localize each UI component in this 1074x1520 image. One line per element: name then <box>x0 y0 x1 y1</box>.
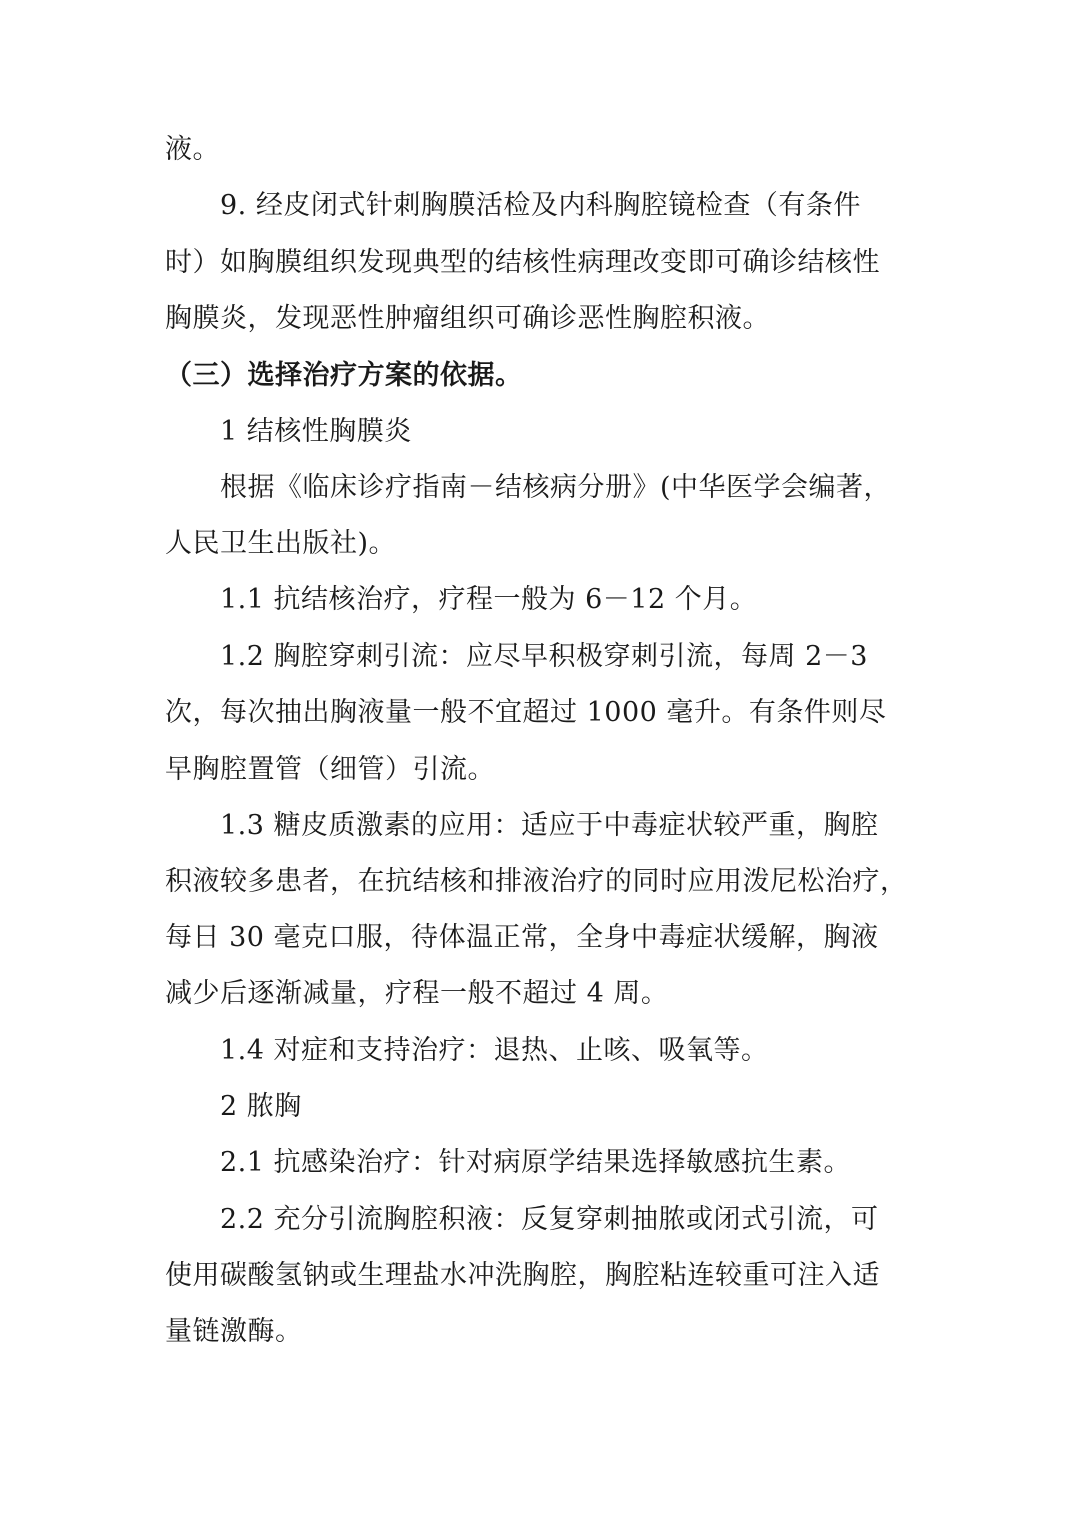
text-line: 液。 <box>165 134 220 165</box>
text-line: 使用碳酸氢钠或生理盐水冲洗胸腔，胸腔粘连较重可注入适 <box>165 1260 880 1291</box>
text-line: 根据《临床诊疗指南－结核病分册》(中华医学会编著， <box>220 472 892 503</box>
text-line: 9. 经皮闭式针刺胸膜活检及内科胸腔镜检查（有条件 <box>220 190 861 221</box>
text-line: 早胸腔置管（细管）引流。 <box>165 754 495 785</box>
section-heading: （三）选择治疗方案的依据。 <box>165 360 523 391</box>
text-line: 积液较多患者，在抗结核和排液治疗的同时应用泼尼松治疗， <box>165 866 908 897</box>
text-line: 胸膜炎，发现恶性肿瘤组织可确诊恶性胸腔积液。 <box>165 303 770 334</box>
text-line: 量链激酶。 <box>165 1316 303 1347</box>
text-line: 减少后逐渐减量，疗程一般不超过 4 周。 <box>165 978 669 1009</box>
text-line: 1.2 胸腔穿刺引流：应尽早积极穿刺引流，每周 2－3 <box>220 641 868 672</box>
text-line: 2.1 抗感染治疗：针对病原学结果选择敏感抗生素。 <box>220 1147 852 1178</box>
text-line: 1.4 对症和支持治疗：退热、止咳、吸氧等。 <box>220 1035 769 1066</box>
subsection-title: 1 结核性胸膜炎 <box>220 416 412 447</box>
text-line: 2.2 充分引流胸腔积液：反复穿刺抽脓或闭式引流，可 <box>220 1204 879 1235</box>
text-line: 每日 30 毫克口服，待体温正常，全身中毒症状缓解，胸液 <box>165 922 879 953</box>
subsection-title: 2 脓胸 <box>220 1091 302 1122</box>
text-line: 1.3 糖皮质激素的应用：适应于中毒症状较严重，胸腔 <box>220 810 879 841</box>
text-line: 人民卫生出版社)。 <box>165 528 397 559</box>
text-line: 1.1 抗结核治疗，疗程一般为 6－12 个月。 <box>220 584 758 615</box>
text-line: 次，每次抽出胸液量一般不宜超过 1000 毫升。有条件则尽 <box>165 697 887 728</box>
text-line: 时）如胸膜组织发现典型的结核性病理改变即可确诊结核性 <box>165 247 880 278</box>
